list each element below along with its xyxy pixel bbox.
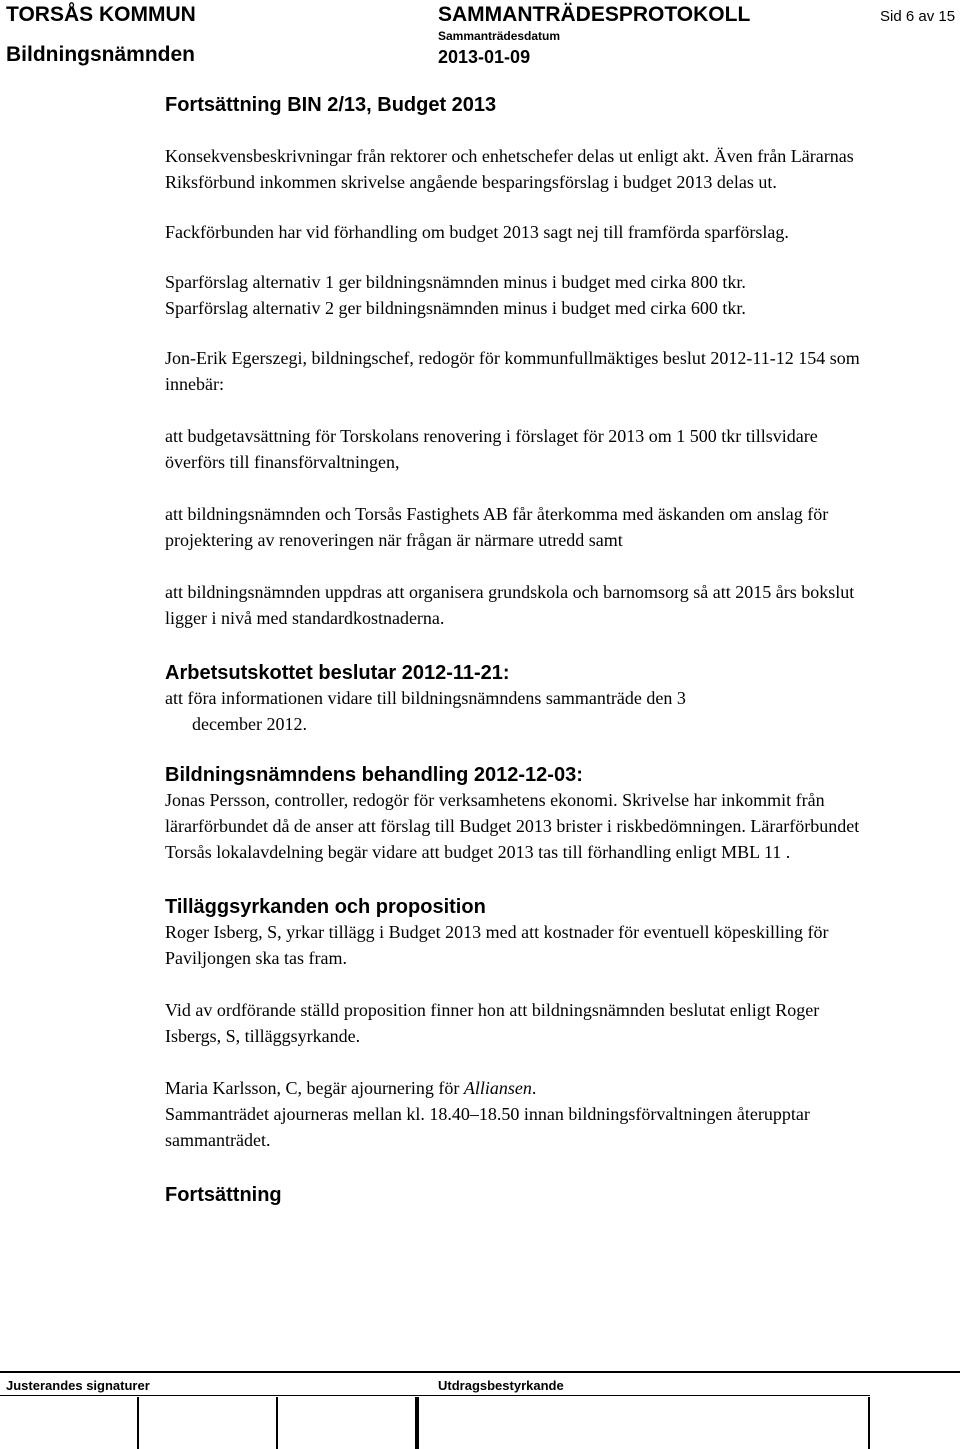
extract-certification-box xyxy=(418,1397,870,1449)
committee-decision-line-1: att föra informationen vidare till bildningsnämndens sammanträde den 3 xyxy=(165,688,686,708)
paragraph-alternative-2: Sparförslag alternativ 2 ger bildningsnämnden minus i budget med cirka 600 tkr. xyxy=(165,298,746,318)
alliance-name: Alliansen xyxy=(463,1078,532,1098)
footer-row-line xyxy=(0,1395,870,1396)
extract-certification-label: Utdragsbestyrkande xyxy=(438,1378,564,1393)
decision-item-1: att budgetavsättning för Torskolans renovering i förslaget för 2013 om 1 500 tkr tillsvidare överförs till finansförvaltningen, xyxy=(165,426,818,472)
footer-divider xyxy=(0,1371,960,1373)
document-title: SAMMANTRÄDESPROTOKOLL xyxy=(438,3,751,26)
adjournment-text: Maria Karlsson, C, begär ajournering för xyxy=(165,1078,464,1098)
paragraph-adjournment-request xyxy=(165,1075,865,1101)
committee-decision-line-2: december 2012. xyxy=(192,714,307,734)
heading-board-handling: Bildningsnämndens behandling 2012-12-03: xyxy=(165,764,583,786)
signature-box-3 xyxy=(278,1397,417,1449)
adjournment-period: . xyxy=(531,1078,537,1098)
section-title: Fortsättning BIN 2/13, Budget 2013 xyxy=(165,94,497,116)
signature-box-2 xyxy=(139,1397,278,1449)
signatures-label: Justerandes signaturer xyxy=(6,1378,150,1393)
document-body xyxy=(165,93,865,1207)
heading-continuation: Fortsättning xyxy=(165,1184,282,1206)
heading-amendments: Tilläggsyrkanden och proposition xyxy=(165,896,486,918)
decision-item-3: att bildningsnämnden uppdras att organisera grundskola och barnomsorg så att 2015 års bokslut ligger i nivå med standardkostnaderna. xyxy=(165,582,855,628)
page-number: Sid 6 av 15 xyxy=(880,8,956,25)
paragraph-alternative-1: Sparförslag alternativ 1 ger bildningsnämnden minus i budget med cirka 800 tkr. xyxy=(165,272,746,292)
paragraph-adjournment: Sammanträdet ajourneras mellan kl. 18.40–18.50 innan bildningsförvaltningen återupptar sammanträdet. xyxy=(165,1104,810,1150)
heading-working-committee: Arbetsutskottet beslutar 2012-11-21: xyxy=(165,662,510,684)
signature-box-1 xyxy=(0,1397,139,1449)
paragraph-unions: Fackförbunden har vid förhandling om budget 2013 sagt nej till framförda sparförslag. xyxy=(165,222,789,242)
org-name: TORSÅS KOMMUN xyxy=(6,3,196,26)
paragraph-council-decision: Jon-Erik Egerszegi, bildningschef, redogör för kommunfullmäktiges beslut 2012-11-12 154 som innebär: xyxy=(165,348,860,394)
paragraph-handouts: Konsekvensbeskrivningar från rektorer och enhetschefer delas ut enligt akt. Även från Lärarnas Riksförbund inkommen skrivelse angående besparingsförslag i budget 2013 delas ut. xyxy=(165,146,854,192)
paragraph-proposition: Vid av ordförande ställd proposition finner hon att bildningsnämnden beslutat enligt Roger Isbergs, S, tilläggsyrkande. xyxy=(165,1000,820,1046)
paragraph-amendment: Roger Isberg, S, yrkar tillägg i Budget 2013 med att kostnader för eventuell köpeskilling för Paviljongen ska tas fram. xyxy=(165,922,829,968)
meeting-date: 2013-01-09 xyxy=(438,47,531,67)
decision-item-2: att bildningsnämnden och Torsås Fastighets AB får återkomma med äskanden om anslag för projektering av renoveringen när frågan är närmare utredd samt xyxy=(165,504,829,550)
paragraph-board-handling: Jonas Persson, controller, redogör för verksamhetens ekonomi. Skrivelse har inkommit från lärarförbundet då de anser att förslag till Budget 2013 brister i riskbedömningen. Lärarförbundet Torsås lokalavdelning begär vidare att budget 2013 tas till förhandling enligt MBL 11 . xyxy=(165,790,860,862)
date-label: Sammanträdesdatum xyxy=(438,29,561,43)
department-name: Bildningsnämnden xyxy=(6,43,195,66)
